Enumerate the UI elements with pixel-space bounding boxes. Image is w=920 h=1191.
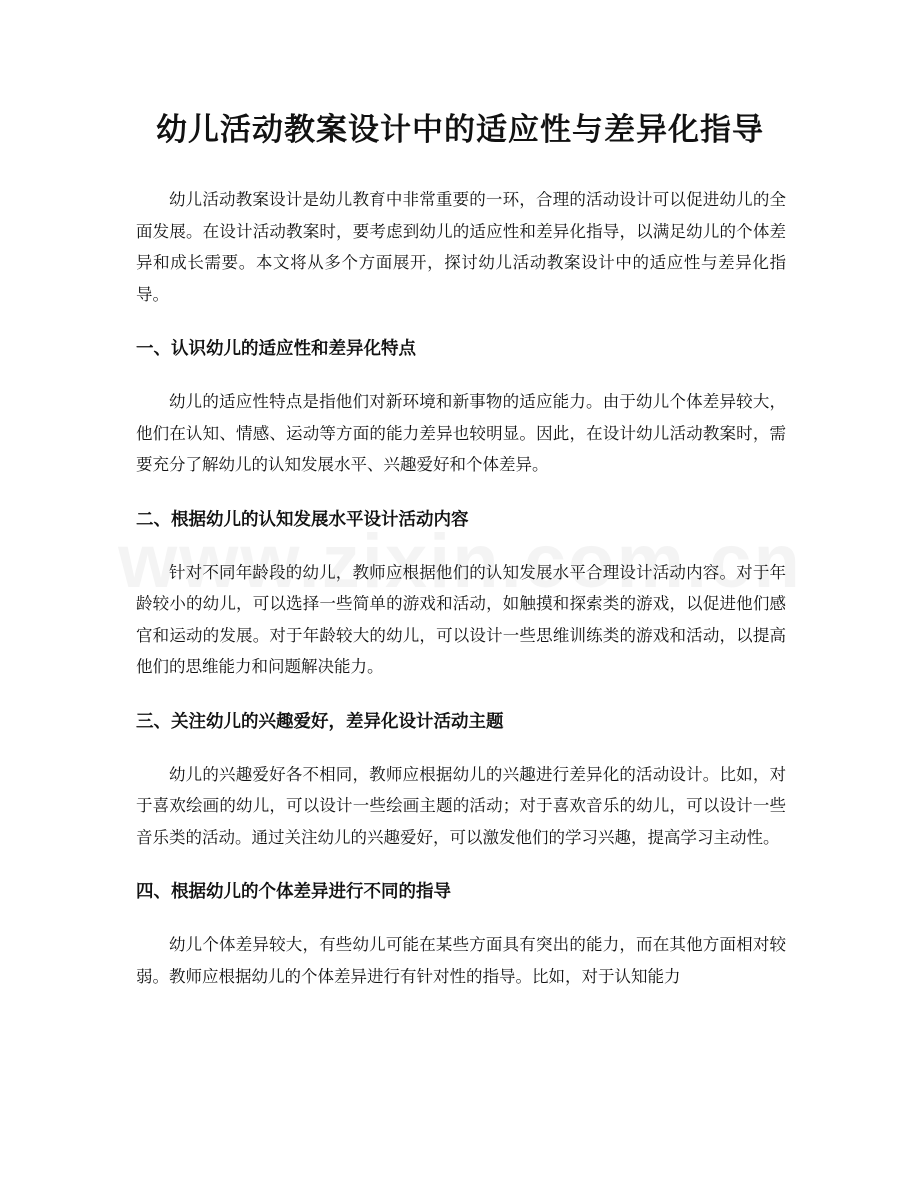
section-3-heading: 三、关注幼儿的兴趣爱好，差异化设计活动主题 [136,711,504,732]
section-4-paragraph: 幼儿个体差异较大，有些幼儿可能在某些方面具有突出的能力，而在其他方面相对较弱。教师应根据幼儿的个体差异进行有针对性的指导。比如，对于认知能力 [136,935,786,986]
document-body [136,184,786,1016]
section-2-paragraph: 针对不同年龄段的幼儿，教师应根据他们的认知发展水平合理设计活动内容。对于年龄较小的幼儿，可以选择一些简单的游戏和活动，如触摸和探索类的游戏，以促进他们感官和运动的发展。对于年龄较大的幼儿，可以设计一些思维训练类的游戏和活动，以提高他们的思维能力和问题解决能力。 [136,562,786,676]
section-1-paragraph: 幼儿的适应性特点是指他们对新环境和新事物的适应能力。由于幼儿个体差异较大，他们在认知、情感、运动等方面的能力差异也较明显。因此，在设计幼儿活动教案时，需要充分了解幼儿的认知发展水平、兴趣爱好和个体差异。 [136,392,786,474]
section-1-heading: 一、认识幼儿的适应性和差异化特点 [136,339,416,359]
section-3-paragraph: 幼儿的兴趣爱好各不相同，教师应根据幼儿的兴趣进行差异化的活动设计。比如，对于喜欢绘画的幼儿，可以设计一些绘画主题的活动；对于喜欢音乐的幼儿，可以设计一些音乐类的活动。通过关注幼儿的兴趣爱好，可以激发他们的学习兴趣，提高学习主动性。 [136,764,786,847]
intro-paragraph: 幼儿活动教案设计是幼儿教育中非常重要的一环，合理的活动设计可以促进幼儿的全面发展。在设计活动教案时，要考虑到幼儿的适应性和差异化指导，以满足幼儿的个体差异和成长需要。本文将从多个方面展开，探讨幼儿活动教案设计中的适应性与差异化指导。 [136,190,786,304]
section-4-heading: 四、根据幼儿的个体差异进行不同的指导 [136,882,451,902]
document-title: 幼儿活动教案设计中的适应性与差异化指导 [156,112,764,148]
section-2-heading: 二、根据幼儿的认知发展水平设计活动内容 [136,509,469,530]
